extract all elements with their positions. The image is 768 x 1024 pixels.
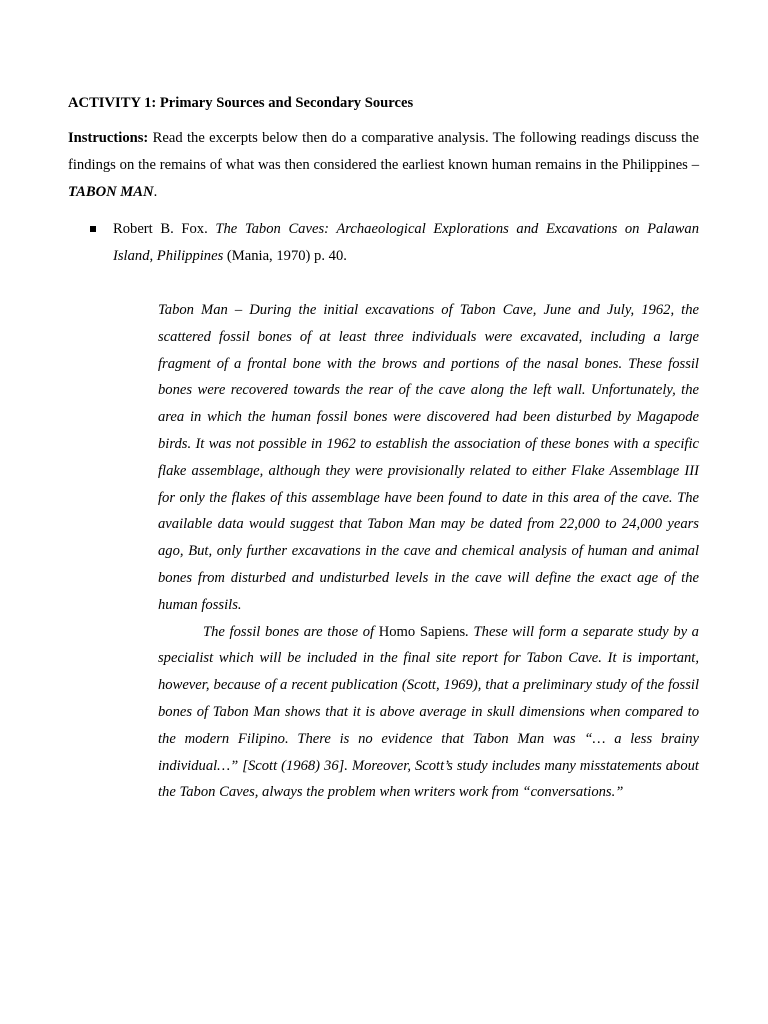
- homo-sapiens-term: Homo Sapiens: [378, 623, 466, 640]
- activity-heading: ACTIVITY 1: Primary Sources and Secondary Sources: [68, 95, 414, 111]
- instructions-text: Read the excerpts below then do a comparative analysis. The following readings discuss the findings on the remains of what was then considered the earliest known human remains in the Philippines –: [68, 130, 699, 173]
- citation-reference: [113, 216, 699, 270]
- citation-title: The Tabon Caves: Archaeological Explorations and Excavations on Palawan Island, Philippines: [113, 221, 700, 264]
- instructions-paragraph: [68, 125, 699, 205]
- citation-details: (Mania, 1970) p. 40.: [223, 247, 347, 264]
- excerpt-paragraph-1: Tabon Man – During the initial excavations of Tabon Cave, June and July, 1962, the scattered fossil bones of at least three individuals were excavated, including a large fragment of a frontal bone with the brows and portions of the nasal bones. These fossil bones were recovered towards the rear of the cave along the left wall. Unfortunately, the area in which the human fossil bones were discovered had been disturbed by Magapode birds. It was not possible in 1962 to establish the association of these bones with a specific flake assemblage, although they were provisionally related to either Flake Assemblage III for only the flakes of this assemblage have been found to date in this area of the cave. The available data would suggest that Tabon Man may be dated from 22,000 to 24,000 years ago, But, only further excavations in the cave and chemical analysis of human and animal bones from disturbed and undisturbed levels in the cave will define the exact age of the human fossils.: [158, 302, 699, 613]
- block-quote-excerpt: [158, 297, 699, 806]
- excerpt-paragraph-2: [158, 619, 699, 807]
- excerpt-paragraph-2-rest: . These will form a separate study by a specialist which will be included in the final site report for Tabon Cave. It is important, however, because of a recent publication (Scott, 1969), that a preliminary study of the fossil bones of Tabon Man shows that it is above average in skull dimensions when compared to the modern Filipino. There is no evidence that Tabon Man was “… a less brainy individual…” [Scott (1968) 36]. Moreover, Scott’s study includes many misstatements about the Tabon Caves, always the problem when writers work from “conversations.”: [158, 623, 699, 801]
- instructions-end: .: [153, 183, 158, 200]
- citation-author: Robert B. Fox.: [113, 221, 216, 237]
- excerpt-paragraph-2-start: The fossil bones are those of: [203, 623, 379, 640]
- instructions-label: Instructions:: [68, 130, 149, 146]
- tabon-man-emphasis: TABON MAN: [68, 183, 154, 200]
- square-bullet-icon: [89, 222, 101, 236]
